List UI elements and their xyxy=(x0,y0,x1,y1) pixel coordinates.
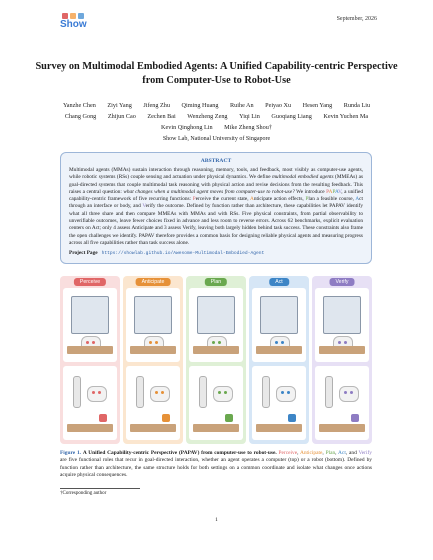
desk-shape xyxy=(130,346,176,354)
robot-arm-icon xyxy=(325,376,333,408)
desk-shape xyxy=(67,346,113,354)
author-name: Jifeng Zhu xyxy=(143,102,170,109)
footnote-rule xyxy=(60,488,140,489)
papav-name: PAPAV xyxy=(326,188,342,195)
robot-arm-icon xyxy=(73,376,81,408)
project-page xyxy=(69,250,363,256)
author-name: Peiyao Xu xyxy=(265,102,292,109)
show-lab-logo xyxy=(60,13,90,35)
figure-column-label: Verify xyxy=(330,278,355,286)
table-shape xyxy=(130,424,176,432)
robot-icon xyxy=(339,386,359,402)
robot-arm-icon xyxy=(262,376,270,408)
monitor-icon xyxy=(134,296,172,334)
table-shape xyxy=(256,424,302,432)
table-shape xyxy=(193,424,239,432)
author-name: Kevin Yuchen Ma xyxy=(323,113,369,120)
project-page-link[interactable]: https://showlab.github.io/Awesome-Multimodal-Embodied-Agent xyxy=(101,251,265,257)
robot-use-illustration xyxy=(252,366,306,440)
author-name: Yanzhe Chen xyxy=(62,102,96,109)
author-name: Guoqiang Liang xyxy=(271,113,312,120)
robot-use-illustration xyxy=(189,366,243,440)
robot-arm-icon xyxy=(199,376,207,408)
figure-column-verify xyxy=(312,276,372,444)
figure-column-act xyxy=(249,276,309,444)
figure-caption: Figure 1. A Unified Capability-centric Perspective (PAPAV) from computer-use to robot-use. Perceive, Anticipate, Plan, Act, and Verify are five functional roles that recur in goal-directed interaction, whether an agent operates a computer (top) or a robot (bottom). Defined by function rather than architecture, the same structure holds for both settings on a common coordinate and isolate what changes once actions acquire physical consequences. xyxy=(60,450,372,479)
author-name: Yiqi Lin xyxy=(239,113,260,120)
robot-icon xyxy=(150,386,170,402)
author-name: Hesen Yang xyxy=(302,102,333,109)
logo-text: Show xyxy=(60,19,87,30)
figure-column-label: Perceive xyxy=(74,278,106,286)
desk-shape xyxy=(319,346,365,354)
figure-1-panels xyxy=(60,276,372,444)
author-name: Kevin Qinghong Lin xyxy=(161,124,213,131)
author-name: Runda Liu xyxy=(343,102,371,109)
object-block-icon xyxy=(99,414,107,422)
table-shape xyxy=(67,424,113,432)
robot-icon xyxy=(87,386,107,402)
author-name: Ziyi Yang xyxy=(107,102,132,109)
author-name: Zhijun Cao xyxy=(107,113,136,120)
figure-column-label: Plan xyxy=(205,278,227,286)
author-name: Zechen Bai xyxy=(147,113,176,120)
project-page-label: Project Page xyxy=(69,250,98,257)
object-block-icon xyxy=(351,414,359,422)
abstract-heading: ABSTRACT xyxy=(200,158,232,164)
author-name: Ruihe An xyxy=(230,102,254,109)
robot-icon xyxy=(213,386,233,402)
object-block-icon xyxy=(162,414,170,422)
object-block-icon xyxy=(288,414,296,422)
monitor-icon xyxy=(260,296,298,334)
figure-column-label: Anticipate xyxy=(136,278,171,286)
desk-shape xyxy=(193,346,239,354)
computer-use-illustration xyxy=(189,288,243,362)
robot-use-illustration xyxy=(63,366,117,440)
monitor-icon xyxy=(323,296,361,334)
object-block-icon xyxy=(225,414,233,422)
figure-column-perceive xyxy=(60,276,120,444)
author-name: Mike Zheng Shou† xyxy=(224,124,272,131)
author-name: Qiming Huang xyxy=(181,102,219,109)
desk-shape xyxy=(256,346,302,354)
footnote: †Corresponding author xyxy=(60,491,107,496)
author-name: Wenzheng Zeng xyxy=(187,113,228,120)
robot-icon xyxy=(276,386,296,402)
affiliation: Show Lab, National University of Singapore xyxy=(162,136,271,142)
robot-use-illustration xyxy=(126,366,180,440)
publication-date: September, 2026 xyxy=(336,16,377,22)
figure-column-plan xyxy=(186,276,246,444)
monitor-icon xyxy=(71,296,109,334)
author-list xyxy=(40,100,393,133)
page-number: 1 xyxy=(215,517,218,523)
table-shape xyxy=(319,424,365,432)
computer-use-illustration xyxy=(252,288,306,362)
paper-title: Survey on Multimodal Embodied Agents: A Unified Capability-centric Perspective from Computer-Use to Robot-Use xyxy=(35,61,398,86)
figure-column-label: Act xyxy=(269,278,289,286)
abstract-body: Multimodal agents (MMAs) sustain interaction through reasoning, memory, tools, and feedback, most visibly as computer-use agents, while robotic systems (RSs) couple sensing and actuation under physical dynamics. We define multimodal embodied agents (MMEAs) as goal-directed systems that couple multimodal task reasoning with physical action and revise decisions from the resulting feedback. This raises a central question: what changes when a multimodal agent moves from computer-use to robot-use? We introduce PAPAV, a unified capability-centric framework of five recurring functions: Perceive the current state, Anticipate action effects, Plan a feasible course, Act through an interface or body, and Verify the outcome. Defined by function rather than architecture, these capabilities let PAPAV identify what all three share and then compare MMEAs with MMAs and with RSs. Five physical constraints, from partial observability to unverifiable outcomes, leave fewer choices fixed in advance and less room to reverse errors. Across 62 benchmarks, explicit evaluation centers on Act; only 4 assess Anticipate and 3 assess Verify, leaving both largely hidden behind task success. These constraints also frame the open challenges we identify. PAPAV therefore provides a common basis for designing reliable physical agents and measuring progress across all five capabilities rather than task success alone. xyxy=(69,167,363,246)
computer-use-illustration xyxy=(315,288,369,362)
robot-use-illustration xyxy=(315,366,369,440)
computer-use-illustration xyxy=(126,288,180,362)
monitor-icon xyxy=(197,296,235,334)
author-name: Chang Gong xyxy=(64,113,97,120)
abstract-box xyxy=(60,152,372,264)
robot-arm-icon xyxy=(136,376,144,408)
figure-column-anticipate xyxy=(123,276,183,444)
computer-use-illustration xyxy=(63,288,117,362)
